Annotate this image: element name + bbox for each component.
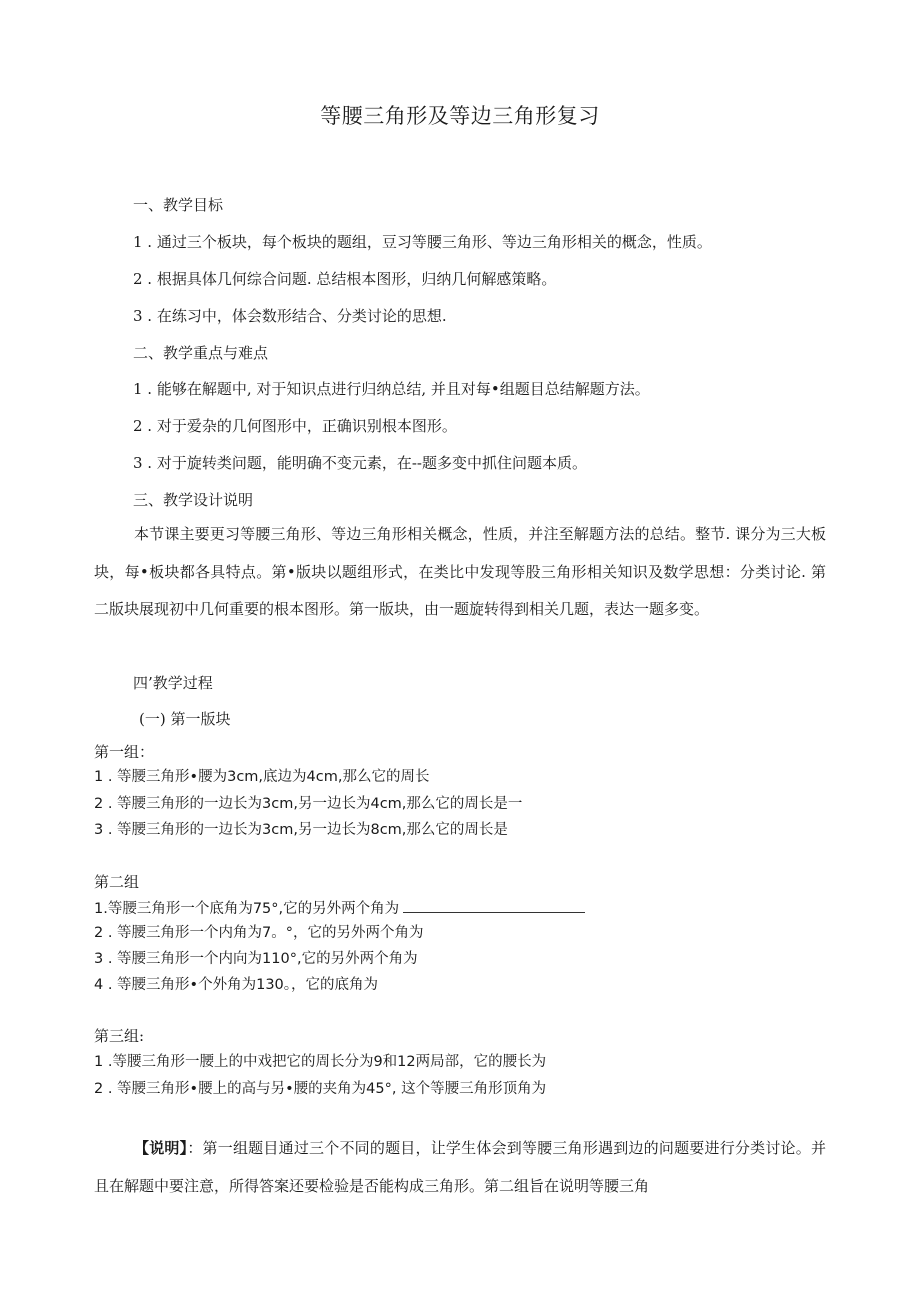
key-item-2: 2 . 对于爱杂的几何图形中，正确识别根本图形。: [133, 417, 457, 435]
group2-question-3: 3 . 等腰三角形一个内向为110°,它的另外两个角为: [94, 951, 418, 967]
group1-question-2: 2 . 等腰三角形的一边长为3cm,另一边长为4cm,那么它的周长是一: [94, 796, 523, 812]
group3-question-1: 1 .等腰三角形一腰上的中戏把它的周长分为9和12两局部，它的腰长为: [94, 1054, 547, 1070]
note-label: 【说明】: [134, 1139, 188, 1157]
goal-item-3: 3 . 在练习中，体会数形结合、分类讨论的思想.: [133, 307, 447, 325]
process-heading: 四’教学过程: [133, 674, 213, 692]
group2-question-1: [94, 897, 585, 919]
group2-question-2: 2 . 等腰三角形一个内角为7。°，它的另外两个角为: [94, 925, 424, 941]
group2-question-1-text: 1.等腰三角形一个底角为75°,它的另外两个角为: [94, 901, 400, 917]
design-paragraph: 本节课主要更习等腰三角形、等边三角形相关概念，性质，并注至解题方法的总结。整节. 课分为三大板块，每•板块都各具特点。第•版块以题组形式，在类比中发现等股三角形相关知识及数学思想：分类讨论. 第二版块展现初中几何重要的根本图形。第一版块，由一题旋转得到相关几题，表达一题多变。: [94, 525, 826, 618]
group2-question-4: 4 . 等腰三角形•个外角为130。，它的底角为: [94, 977, 379, 993]
design-heading: 三、教学设计说明: [133, 491, 254, 509]
goals-heading: 一、教学目标: [133, 196, 224, 214]
group1-title: 第一组：: [94, 743, 155, 761]
page-title: 等腰三角形及等边三角形复习: [320, 104, 600, 128]
key-item-3: 3 . 对于旋转类问题，能明确不变元素，在--题多变中抓住问题本质。: [133, 454, 587, 472]
group1-question-1: 1 . 等腰三角形•腰为3cm,底边为4cm,那么它的周长: [94, 769, 430, 785]
group1-question-3: 3 . 等腰三角形的一边长为3cm,另一边长为8cm,那么它的周长是: [94, 822, 508, 838]
block-heading: (一) 第一版块: [139, 710, 231, 728]
key-heading: 二、教学重点与难点: [133, 344, 269, 362]
key-item-1: 1 . 能够在解题中, 对于知识点进行归纳总结, 并且对每•组题目总结解题方法。: [133, 380, 650, 398]
group3-question-2: 2 . 等腰三角形•腰上的高与另•腰的夹角为45°, 这个等腰三角形顶角为: [94, 1081, 547, 1097]
answer-blank: [403, 897, 585, 913]
group3-title: 第三组:: [94, 1027, 145, 1045]
group2-title: 第二组: [94, 873, 140, 891]
note-text: ：第一组题目通过三个不同的题目，让学生体会到等腰三角形遇到边的问题要进行分类讨论。并且在解题中要注意，所得答案还要检验是否能构成三角形。第二组旨在说明等腰三角: [94, 1139, 826, 1195]
goal-item-1: 1 . 通过三个板块，每个板块的题组，豆习等腰三角形、等边三角形相关的概念，性质。: [133, 233, 712, 251]
note-paragraph: [94, 1130, 826, 1205]
goal-item-2: 2 . 根据具体几何综合问题. 总结根本图形，归纳几何解感策略。: [133, 270, 557, 288]
